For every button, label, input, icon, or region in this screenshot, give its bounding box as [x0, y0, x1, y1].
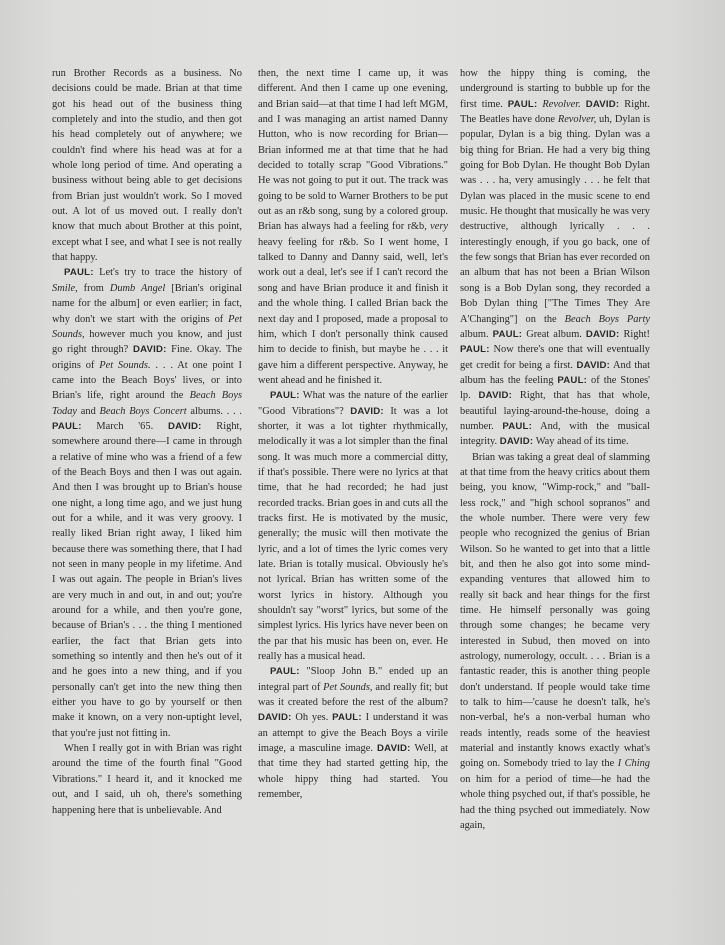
text-run: Right. The Beatles have done [460, 98, 650, 126]
text-run: Well, at that time they had started getting hip, the whole hippy thing had started. You remember, [258, 743, 449, 801]
text-run: And that album has the feeling [460, 359, 650, 386]
text-column-3 [460, 66, 650, 833]
text-column-2 [258, 66, 448, 803]
text-run: and really fit; but was it created before the rest of the album? [258, 681, 448, 709]
paragraph [258, 664, 448, 802]
paragraph [52, 741, 242, 818]
text-run: from [77, 282, 110, 294]
speaker-label: PAUL: [557, 374, 588, 386]
text-run: and [77, 405, 100, 417]
italic-title: Beach Boys Party [564, 313, 650, 325]
speaker-label: PAUL: [270, 666, 300, 678]
text-run: And, with the musical integrity. [460, 420, 650, 448]
speaker-label: DAVID: [478, 390, 513, 402]
text-run: then, the next time I came up, it was different. And then I came up one evening, and Brian said—at that time I had left MGM, and I was managing an artist named Danny Hutton, who is now recording for Brian—Brian informed me at that time that he had decided to totally scrap "Good Vibrations." He was not going to put it out. The track was going to be sold to Warner Brothers to be put out as an r&b song, sung by a colored group. Brian has always had a feeling for r&b, [258, 68, 448, 233]
speaker-label: PAUL: [52, 420, 82, 432]
speaker-label: DAVID: [258, 712, 292, 724]
paragraph [460, 66, 650, 450]
text-run: It was a lot shorter, it was a lot tighter rhythmically, melodically it was a lot simpler than the final song. It was much more a commercial ditty, if that's possible. There were no lyrics at that time, that he had recorded; he had just recorded tracks. Brian goes in and cuts all the tracks first. He is motivated by the music, generally; the music will then motivate the lyric, and a lot of times the lyric comes very late. Brian is totally musical. Obviously he's not lyrical. Brian has written some of the worst lyrics in history. Although you shouldn't say "worst" lyrics, but some of the simplest lyrics. His lyrics have never been on the par that his music has been on, ever. He really has a musical head. [258, 405, 448, 663]
italic-title: Pet Sounds, [52, 313, 242, 340]
italic-title: Dumb Angel [109, 282, 166, 294]
text-run: Now there's one that will eventually get credit for being a first. [460, 344, 650, 371]
text-run: Way ahead of its time. [533, 436, 629, 448]
italic-title: Beach Boys Concert [99, 405, 187, 417]
speaker-label: PAUL: [460, 344, 490, 356]
text-run: uh, Dylan is popular, Dylan is a big thing. Dylan was a big thing for Brian. He had a very big thing going for Bob Dylan. He thought Bob Dylan was . . . ha, very amusingly . . . he felt that Dylan was placed in the music scene to end music. He thought that musically he was very destructive, although lyrically . . . interestingly enough, if you go back, one of the few songs that Brian has ever recorded on an album that has not been a Brian Wilson song is a Bob Dylan song, they recorded a Bob Dylan thing ["The Times They Are A'Changing"] on the [460, 114, 650, 325]
paragraph [460, 450, 650, 834]
text-run: heavy feeling for r&b. So I went home, I talked to Danny and Danny said, well, let's work out a deal, let's see if I can't record the song and have Brian produce it and finish it and the whole thing. I called Brian back the next day and I proposed, made a proposal to him, which I don't personally think caused him to decide to finish, but maybe he . . . it gave him a different perspective. Anyway, he went ahead and he finished it. [258, 236, 448, 386]
text-run: I understand it was an attempt to give the Beach Boys a virile image, a masculine image. [258, 712, 448, 755]
speaker-label: PAUL: [502, 420, 533, 432]
speaker-label: DAVID: [585, 98, 620, 110]
text-run: [Brian's original name for the album] or even earlier; in fact, why don't we start with the origins of [52, 282, 242, 325]
speaker-label: PAUL: [492, 328, 523, 340]
text-run: how the hippy thing is coming, the underground is starting to bubble up for the first time. [460, 68, 650, 110]
italic-title: very [430, 221, 448, 233]
speaker-label: DAVID: [132, 344, 167, 356]
speaker-label: DAVID: [576, 359, 611, 371]
text-run: album. [460, 328, 493, 340]
italic-title: Pet Sounds, [323, 681, 373, 693]
italic-title: I Ching [617, 758, 650, 770]
paragraph [52, 265, 242, 741]
text-run: When I really got in with Brian was right around the time of the fourth final "Good Vibrations." I heard it, and it knocked me out, and I said, uh oh, there's something happening here that is unbelievable. And [52, 743, 242, 816]
speaker-label: PAUL: [64, 267, 94, 279]
text-run: Right, that has that whole, beautiful laying-around-the-house, doing a number. [460, 390, 650, 432]
text-run: What was the nature of the earlier "Good Vibrations"? [258, 390, 448, 417]
text-run: Brian was taking a great deal of slamming at that time from the heavy critics about them being, you know, "Wimp-rock," and "ball-less rock," and "high school sopranos" and the whole number. There were very few people who recognized the genius of Brian Wilson. So he wanted to get into that a little bit, and then he also got into some mind-expanding ventures that allowed him to really sit back and hear things for the first time. He himself personally was going through some changes; he became very interested in Subud, then moved on into astrology, numerology, occult. . . . Brian is a fantastic reader, this is another thing people don't understand. If people would take time to talk to him—'cause he doesn't talk, he's non-verbal, he's a non-verbal human who reads intently, reads some of the heaviest material and instantly knows exactly what's going on. Somebody tried to lay the [460, 451, 650, 770]
text-run: Oh yes. [291, 712, 333, 724]
text-run: on him for a period of time—he had the whole thing psyched out, if that's possible, he had the thing psyched out immediately. Now again, [460, 773, 650, 831]
speaker-label: DAVID: [585, 328, 620, 340]
italic-title: Beach Boys Today [52, 390, 242, 417]
text-run: run Brother Records as a business. No decisions could be made. Brian at that time got his head out of the business thing completely and into the studio, and then got his head completely out of anywhere; we couldn't find where his head was at for a whole long period of time. And operating a business without being able to get decisions from Brian just wouldn't work. So I moved out. A lot of us moved out. I really don't know that much about Brother at this point, except what I see, and what I see is not really that happy. [52, 68, 242, 264]
italic-title: Revolver. [542, 98, 581, 110]
text-run: Fine. Okay. The origins of [52, 344, 242, 371]
paragraph [258, 388, 448, 664]
text-run: of the Stones' lp. [460, 374, 650, 402]
paragraph [258, 66, 448, 388]
text-run: . . . At one point I came into the Beach Boys' lives, or into Brian's life, right around the [52, 359, 242, 402]
text-run: Right, somewhere around there—I came in through a relative of mine who was a friend of a few of the Beach Boys and then I was out again. And then I was brought up to Brian's house one night, a long time ago, and we just hung out for a while, and it was very groovy. I really liked Brian right away, I liked him because there was something there, that I had not seen in many people in my lifetime. And I was out again. The people in Brian's lives are very much in and out, in and out; you're around for a while, and then you're gone, because of Brian's . . . the thing I mentioned earlier, the fact that Brian gets into something so intently and then he's out of it and he goes into a new thing, and if you personally can't get into the new thing then either you have to go by yourself or then make it known, on a very non-uptight level, that you're just not fitting in. [52, 420, 242, 739]
paragraph [52, 66, 242, 265]
speaker-label: PAUL: [332, 712, 362, 724]
speaker-label: DAVID: [377, 743, 411, 755]
text-run: Great album. [522, 328, 586, 340]
text-run: Let's try to trace the history of [93, 267, 242, 279]
speaker-label: DAVID: [167, 420, 202, 432]
text-run: albums. . . . [186, 405, 242, 417]
italic-title: Smile, [52, 282, 78, 294]
text-run: Right! [619, 328, 651, 340]
italic-title: Pet Sounds. [99, 359, 151, 371]
text-run: March '65. [81, 420, 168, 432]
speaker-label: PAUL: [507, 98, 538, 110]
italic-title: Revolver, [557, 114, 597, 126]
text-column-1 [52, 66, 242, 818]
speaker-label: PAUL: [270, 390, 300, 402]
text-run: "Sloop John B." ended up an integral part of [258, 666, 448, 693]
speaker-label: DAVID: [350, 405, 384, 417]
speaker-label: DAVID: [499, 436, 534, 448]
text-run: however much you know, and just go right through? [52, 328, 242, 356]
